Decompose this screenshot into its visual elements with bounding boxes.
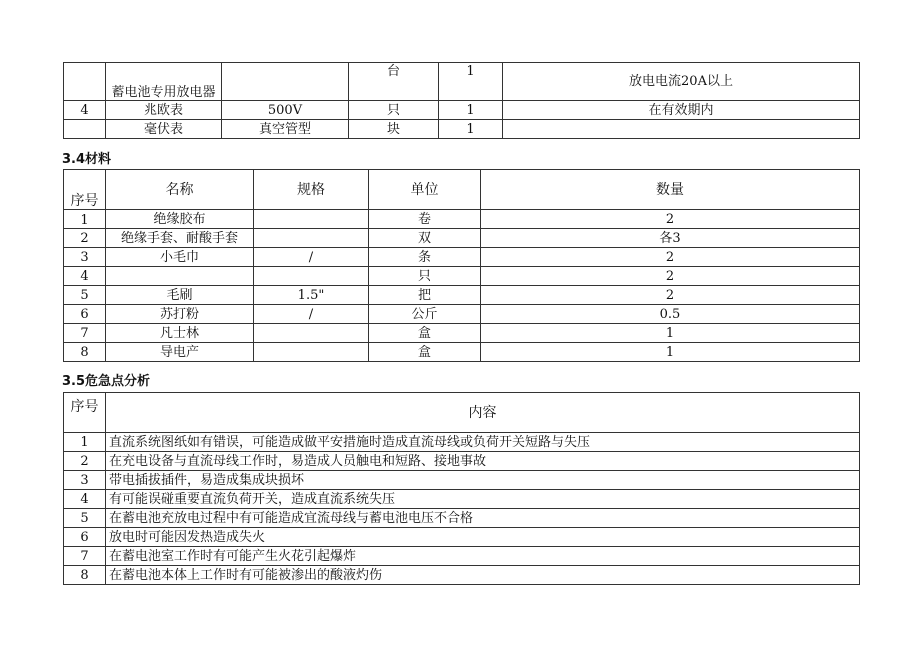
material-qty: 0.5 [481,305,860,324]
tools-spec: 真空管型 [222,120,349,139]
material-spec: 1.5" [254,286,369,305]
tools-remark [503,120,860,139]
tools-unit: 块 [349,120,439,139]
tools-name: 蓄电池专用放电器 [106,63,222,101]
material-unit: 盒 [369,343,481,362]
material-spec [254,324,369,343]
table-header-row [64,393,860,433]
hazard-content: 在充电设备与直流母线工作时，易造成人员触电和短路、接地事故 [106,452,860,471]
tools-spec [222,63,349,101]
material-name [106,267,254,286]
hazard-no: 3 [64,471,106,490]
hazard-content: 在蓄电池本体上工作时有可能被渗出的酸液灼伤 [106,566,860,585]
material-no: 7 [64,324,106,343]
tools-remark: 放电电流20A以上 [503,63,860,101]
material-qty: 2 [481,286,860,305]
material-name: 凡士林 [106,324,254,343]
material-spec: / [254,248,369,267]
tools-name: 兆欧表 [106,101,222,120]
tools-remark: 在有效期内 [503,101,860,120]
header-name: 名称 [106,170,254,210]
material-spec [254,229,369,248]
materials-table [63,169,860,362]
table-row [64,343,860,362]
material-spec [254,343,369,362]
material-qty: 2 [481,210,860,229]
hazard-no: 5 [64,509,106,528]
table-row [64,210,860,229]
hazards-table [63,392,860,585]
hazard-no: 1 [64,433,106,452]
header-spec: 规格 [254,170,369,210]
material-no: 6 [64,305,106,324]
hazard-content: 有可能误碰重要直流负荷开关，造成直流系统失压 [106,490,860,509]
hazard-content: 直流系统图纸如有错误，可能造成做平安措施时造成直流母线或负荷开关短路与失压 [106,433,860,452]
table-row [64,305,860,324]
table-row [64,528,860,547]
material-qty: 1 [481,343,860,362]
section-title-materials: 3.4材料 [62,152,112,167]
table-header-row [64,170,860,210]
material-qty: 2 [481,267,860,286]
material-no: 4 [64,267,106,286]
table-row [64,509,860,528]
tools-qty: 1 [439,120,503,139]
material-name: 毛刷 [106,286,254,305]
material-spec [254,267,369,286]
material-unit: 双 [369,229,481,248]
hazard-no: 8 [64,566,106,585]
tools-table [63,62,860,139]
material-no: 8 [64,343,106,362]
tools-no: 4 [64,101,106,120]
header-qty: 数量 [481,170,860,210]
hazard-no: 6 [64,528,106,547]
material-name: 小毛巾 [106,248,254,267]
table-row [64,566,860,585]
material-no: 2 [64,229,106,248]
tools-no [64,63,106,101]
material-name: 导电产 [106,343,254,362]
material-unit: 盒 [369,324,481,343]
material-no: 5 [64,286,106,305]
table-row [64,120,860,139]
table-row [64,452,860,471]
table-row [64,248,860,267]
material-qty: 1 [481,324,860,343]
material-unit: 只 [369,267,481,286]
table-row [64,63,860,101]
material-qty: 各3 [481,229,860,248]
material-no: 1 [64,210,106,229]
header-content: 内容 [106,393,860,433]
hazard-no: 4 [64,490,106,509]
header-no: 序号 [64,170,106,210]
material-name: 苏打粉 [106,305,254,324]
table-row [64,471,860,490]
table-row [64,324,860,343]
table-row [64,229,860,248]
table-row [64,547,860,566]
material-no: 3 [64,248,106,267]
hazard-content: 在蓄电池室工作时有可能产生火花引起爆炸 [106,547,860,566]
tools-name: 毫伏表 [106,120,222,139]
hazard-content: 在蓄电池充放电过程中有可能造成宜流母线与蓄电池电压不合格 [106,509,860,528]
material-unit: 把 [369,286,481,305]
tools-qty: 1 [439,101,503,120]
tools-unit: 只 [349,101,439,120]
tools-spec: 500V [222,101,349,120]
hazard-no: 7 [64,547,106,566]
table-row [64,267,860,286]
material-name: 绝缘手套、耐酸手套 [106,229,254,248]
hazard-no: 2 [64,452,106,471]
table-row [64,101,860,120]
hazard-content: 带电插拔插件，易造成集成块损坏 [106,471,860,490]
material-name: 绝缘胶布 [106,210,254,229]
material-unit: 公斤 [369,305,481,324]
material-spec [254,210,369,229]
material-spec: / [254,305,369,324]
material-unit: 卷 [369,210,481,229]
tools-unit: 台 [349,63,439,101]
material-unit: 条 [369,248,481,267]
header-no: 序号 [64,393,106,433]
table-row [64,286,860,305]
material-qty: 2 [481,248,860,267]
table-row [64,490,860,509]
tools-qty: 1 [439,63,503,101]
section-title-hazards: 3.5危急点分析 [62,374,151,389]
hazard-content: 放电时可能因发热造成失火 [106,528,860,547]
header-unit: 单位 [369,170,481,210]
tools-no [64,120,106,139]
table-row [64,433,860,452]
